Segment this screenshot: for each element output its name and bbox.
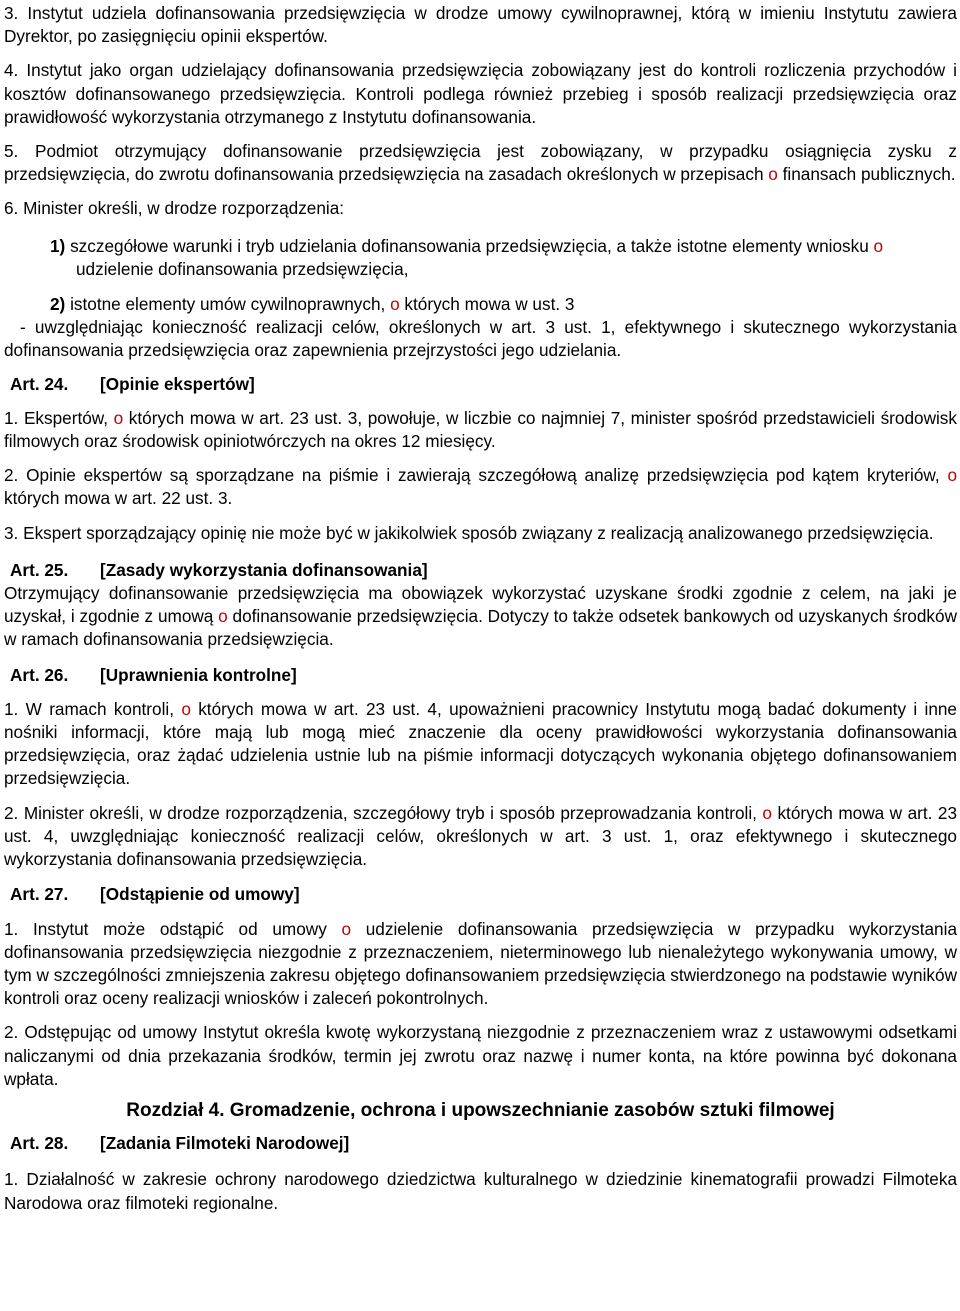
text: 1. W ramach kontroli, xyxy=(4,698,182,719)
list-item-number: 2) xyxy=(50,294,66,315)
highlight-o: o xyxy=(218,606,228,627)
article-title: [Zasady wykorzystania dofinansowania] xyxy=(100,559,428,580)
article-number: Art. 25. xyxy=(10,559,69,580)
article-27-heading xyxy=(10,883,957,906)
paragraph-5-text-b: finansach publicznych. xyxy=(777,164,956,185)
article-number: Art. 24. xyxy=(10,373,69,394)
article-26-paragraph-2 xyxy=(4,802,957,872)
regulation-list xyxy=(4,235,957,363)
paragraph-5 xyxy=(4,140,957,186)
list-closing-dash: - uwzględniając konieczność realizacji celów, określonych w art. 3 ust. 1, efektywnego i skutecznego wykorzystania dofinansowania przedsięwzięcia oraz zapewnienia przejrzystości jego udzielania. xyxy=(4,317,957,361)
text: których mowa w art. 23 ust. 4, uwzględniając konieczność realizacji celów, określonych w art. 3 ust. 1, oraz efektywnego i skutecznego wykorzystania dofinansowania przedsięwzięcia. xyxy=(4,802,958,870)
article-number: Art. 26. xyxy=(10,664,69,685)
article-26-paragraph-1 xyxy=(4,698,957,791)
list-item-text-a: istotne elementy umów cywilnoprawnych, xyxy=(65,294,391,315)
text: 1. Instytut może odstąpić od umowy xyxy=(4,918,342,939)
article-title: [Opinie ekspertów] xyxy=(100,373,255,394)
highlight-o: o xyxy=(768,164,778,185)
text: których mowa w art. 22 ust. 3. xyxy=(4,488,233,509)
text: których mowa w art. 23 ust. 4, upoważnieni pracownicy Instytutu mogą badać dokumenty i inne nośniki informacji, które mają lub mogą mieć znaczenie dla oceny prawidłowości wykorzystania dofinansowania przedsięwzięcia, oraz żądać udzielenia ustnie lub na piśmie informacji dotyczących wykonania objętego dofinansowaniem przedsięwzięcia. xyxy=(4,698,957,789)
article-title: [Odstąpienie od umowy] xyxy=(100,884,300,905)
highlight-o: o xyxy=(390,294,400,315)
article-27-paragraph-2: 2. Odstępując od umowy Instytut określa kwotę wykorzystaną niezgodnie z przeznaczeniem wraz z ustawowymi odsetkami naliczanymi od dnia przekazania środków, termin jej zwrotu oraz nazwę i numer konta, na które powinna być dokonana wpłata. xyxy=(4,1022,957,1089)
article-number: Art. 27. xyxy=(10,884,69,905)
highlight-o: o xyxy=(947,465,957,486)
text: 1. Ekspertów, xyxy=(4,407,114,428)
article-number: Art. 28. xyxy=(10,1133,69,1154)
highlight-o: o xyxy=(873,235,884,256)
article-25-paragraph xyxy=(4,582,957,652)
article-24-heading xyxy=(10,373,957,396)
chapter-4-heading: Rozdział 4. Gromadzenie, ochrona i upowszechnianie zasobów sztuki filmowej xyxy=(126,1099,835,1121)
text: 2. Opinie ekspertów są sporządzane na piśmie i zawierają szczegółową analizę przedsięwzięcia pod kątem kryteriów, xyxy=(4,465,948,486)
list-item-text-b: udzielenie dofinansowania przedsięwzięcia, xyxy=(76,258,409,279)
highlight-o: o xyxy=(181,698,191,719)
paragraph-6: 6. Minister określi, w drodze rozporządzenia: xyxy=(4,198,345,219)
article-24-paragraph-1 xyxy=(4,407,957,453)
text: Otrzymujący dofinansowanie przedsięwzięcia ma obowiązek wykorzystać uzyskane środki zgodnie z celem, na jaki je uzyskał, i zgodnie z umową xyxy=(4,583,957,627)
text: których mowa w art. 23 ust. 3, powołuje, w liczbie co najmniej 7, minister spośród przedstawicieli środowisk filmowych oraz środowisk opiniotwórczych na okres 12 miesięcy. xyxy=(4,407,957,452)
list-item-text-b: których mowa w ust. 3 xyxy=(399,294,575,315)
article-title: [Uprawnienia kontrolne] xyxy=(100,664,297,685)
paragraph-4: 4. Instytut jako organ udzielający dofinansowania przedsięwzięcia zobowiązany jest do kontroli rozliczenia przychodów i kosztów dofinansowanego przedsięwzięcia. Kontroli podlega również przebieg i sposób realizacji przedsięwzięcia oraz prawidłowość wykorzystania otrzymanego z Instytutu dofinansowania. xyxy=(4,60,957,127)
text: 2. Minister określi, w drodze rozporządzenia, szczegółowy tryb i sposób przeprowadzania kontroli, xyxy=(4,802,763,823)
article-title: [Zadania Filmoteki Narodowej] xyxy=(100,1133,350,1154)
article-25-heading xyxy=(10,559,957,582)
article-24-paragraph-2 xyxy=(4,464,957,510)
article-28-paragraph-1: 1. Działalność w zakresie ochrony narodowego dziedzictwa kulturalnego w dziedzinie kinematografii prowadzi Filmoteka Narodowa oraz filmoteki regionalne. xyxy=(4,1169,957,1213)
list-item-number: 1) xyxy=(50,235,66,256)
highlight-o: o xyxy=(113,407,124,428)
article-27-paragraph-1 xyxy=(4,918,957,1011)
text: udzielenie dofinansowania przedsięwzięcia w przypadku wykorzystania dofinansowania przedsięwzięcia niezgodnie z przeznaczeniem, nieterminowego lub nienależytego wykonywania umowy, w tym w szczególności zmniejszenia zakresu objętego dofinansowaniem przedsięwzięcia stwierdzonego na podstawie wyników kontroli oraz oceny realizacji wniosków i zaleceń pokontrolnych. xyxy=(4,918,957,1009)
article-24-paragraph-3: 3. Ekspert sporządzający opinię nie może być w jakikolwiek sposób związany z realizacją analizowanego przedsięwzięcia. xyxy=(4,522,934,543)
highlight-o: o xyxy=(762,802,772,823)
paragraph-3: 3. Instytut udziela dofinansowania przedsięwzięcia w drodze umowy cywilnoprawnej, którą w imieniu Instytutu zawiera Dyrektor, po zasięgnięciu opinii ekspertów. xyxy=(4,3,957,47)
list-item-2 xyxy=(4,293,957,316)
list-item-1 xyxy=(4,235,957,281)
list-item-text-a: szczegółowe warunki i tryb udzielania dofinansowania przedsięwzięcia, a także istotne elementy wniosku xyxy=(65,235,874,256)
article-28-heading xyxy=(10,1132,957,1155)
highlight-o: o xyxy=(341,918,352,939)
text: dofinansowanie przedsięwzięcia. Dotyczy to także odsetek bankowych od uzyskanych środków w ramach dofinansowania przedsięwzięcia. xyxy=(4,606,957,650)
article-26-heading xyxy=(10,664,957,687)
paragraph-5-text-a: 5. Podmiot otrzymujący dofinansowanie przedsięwzięcia jest zobowiązany, w przypadku osiągnięcia zysku z przedsięwzięcia, do zwrotu dofinansowania przedsięwzięcia na zasadach określonych w przepisach xyxy=(4,141,957,185)
